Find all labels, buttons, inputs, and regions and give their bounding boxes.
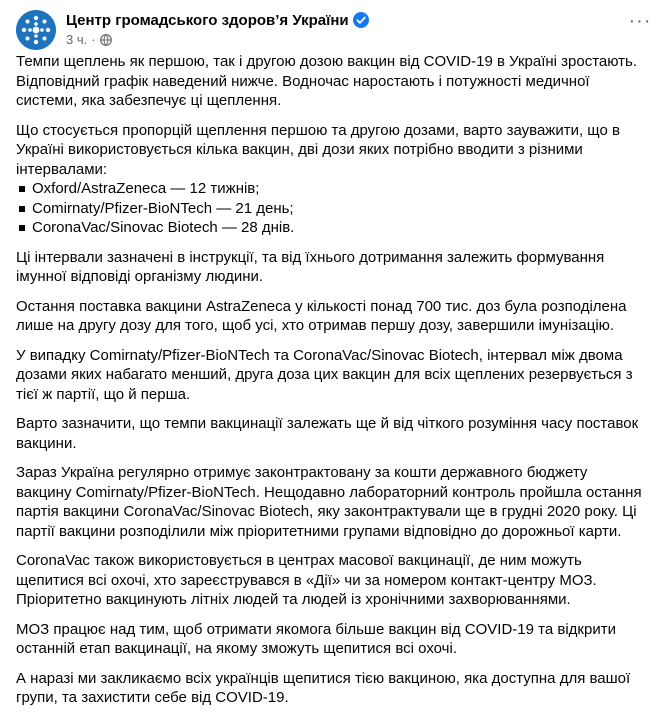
meta-separator: · (91, 32, 96, 47)
post-paragraph: Ці інтервали зазначені в інструкції, та від їхнього дотримання залежить формування імунної відповіді організму людини. (16, 248, 605, 285)
post-paragraph: Що стосується пропорцій щеплення першою та другою дозами, варто зауважити, що в Україні використовується кілька вакцин, дві дози яких потрібно вводити з різними інтервалами: (16, 121, 620, 178)
post-meta (66, 32, 112, 49)
post-timestamp[interactable]: 3 ч. (66, 32, 88, 47)
globe-icon[interactable] (100, 34, 112, 49)
phc-logo-icon (16, 10, 56, 50)
post-paragraph: У випадку Comirnaty/Pfizer-BioNTech та CoronaVac/Sinovac Biotech, інтервал між двома дозами яких набагато менший, друга доза цих вакцин для всіх щеплених резервується з тієї ж партії, що й перша. (16, 346, 633, 403)
post-paragraph: Остання поставка вакцини AstraZeneca у кількості понад 700 тис. доз була розподілена лише на другу дозу для того, щоб усі, хто отримав першу дозу, завершили імунізацію. (16, 297, 627, 334)
post-paragraph: Варто зазначити, що темпи вакцинації залежать ще й від чіткого розуміння часу поставок вакцини. (16, 415, 639, 452)
more-icon: ··· (628, 10, 652, 32)
page-name-text: Центр громадського здоров’я України (66, 12, 349, 29)
page-avatar[interactable] (16, 10, 56, 50)
list-item: CoronaVac/Sinovac Biotech — 28 днів. (16, 218, 646, 238)
post-body (16, 52, 646, 718)
post-paragraph: CoronaVac також використовується в центрах масової вакцинації, де ним можуть щепитися всі охочі, хто зареєструвався в «Дії» чи за номером контакт-центру МОЗ. Пріоритетно вакцинують літніх людей та людей із хронічними захворюваннями. (16, 552, 597, 608)
page-name-link[interactable] (66, 12, 369, 32)
verified-badge-icon (353, 12, 369, 32)
post-paragraph: МОЗ працює над тим, щоб отримати якомога більше вакцин від COVID-19 та відкрити останній етап вакцинації, на якому зможуть щепитися всі охочі. (16, 620, 616, 657)
vaccine-interval-list (16, 179, 646, 238)
list-item: Comirnaty/Pfizer-BioNTech — 21 день; (16, 199, 646, 219)
post-header (16, 10, 654, 48)
more-options-button[interactable] (626, 10, 654, 34)
post-paragraph: Зараз Україна регулярно отримує законтрактовану за кошти державного бюджету вакцину Comirnaty/Pfizer-BioNTech. Нещодавно лабораторний контроль пройшла остання партія вакцини CoronaVac/Sinovac Biotech, яку законтрактували ще в грудні 2020 року. Ці партії вакцини розподілили між пріоритетними групами відповідно до дорожньої карти. (16, 464, 642, 540)
post-paragraph: Темпи щеплень як першою, так і другою дозою вакцин від COVID-19 в Україні зростають. Відповідний графік наведений нижче. Водночас наростають і потужності медичної системи, яка забезпечує ці щеплення. (16, 53, 638, 109)
list-item: Oxford/AstraZeneca — 12 тижнів; (16, 179, 646, 199)
post-paragraph: А наразі ми закликаємо всіх українців щепитися тією вакциною, яка доступна для вашої групи, та захистити себе від COVID-19. (16, 669, 631, 706)
